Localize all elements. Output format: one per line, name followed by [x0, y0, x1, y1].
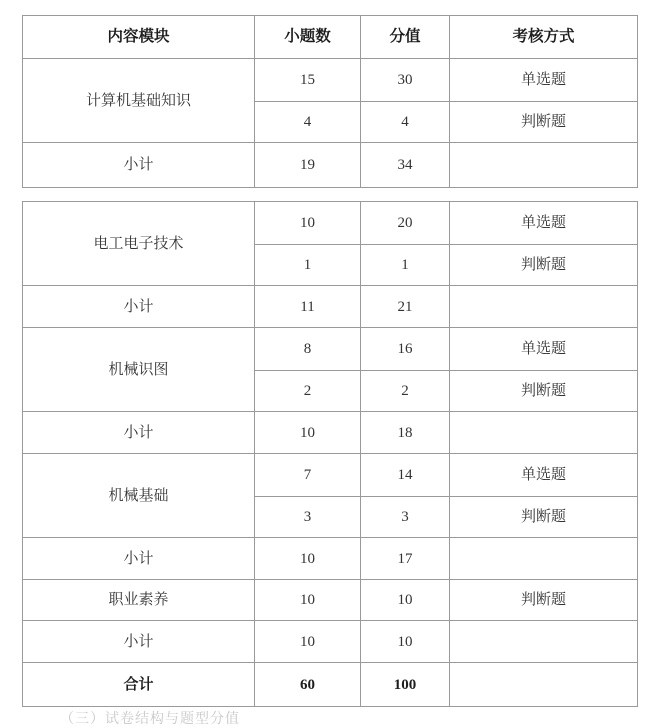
- subtotal-label-cell: 小计: [23, 538, 255, 580]
- subtotal-row: [23, 538, 638, 580]
- exam-structure-table-part-1: [22, 15, 638, 188]
- module-name-cell: 计算机基础知识: [23, 59, 255, 143]
- score-cell: 18: [361, 412, 450, 454]
- score-cell: 17: [361, 538, 450, 580]
- count-cell: 10: [255, 412, 361, 454]
- score-cell: 21: [361, 286, 450, 328]
- count-cell: 10: [255, 538, 361, 580]
- cut-off-footer-text: （三）试卷结构与题型分值: [60, 712, 240, 727]
- method-cell: 判断题: [450, 580, 638, 621]
- count-cell: 60: [255, 663, 361, 707]
- module-name-cell: 机械基础: [23, 454, 255, 538]
- subtotal-row: [23, 412, 638, 454]
- score-cell: 16: [361, 328, 450, 371]
- count-cell: 2: [255, 371, 361, 412]
- table-row: [23, 59, 638, 102]
- score-cell: 100: [361, 663, 450, 707]
- method-cell: 判断题: [450, 245, 638, 286]
- score-cell: 20: [361, 202, 450, 245]
- module-name-cell: 机械识图: [23, 328, 255, 412]
- score-cell: 10: [361, 580, 450, 621]
- module-name-cell: 电工电子技术: [23, 202, 255, 286]
- score-cell: 34: [361, 143, 450, 188]
- table-row: [23, 454, 638, 497]
- subtotal-label-cell: 小计: [23, 286, 255, 328]
- score-cell: 14: [361, 454, 450, 497]
- count-cell: 10: [255, 580, 361, 621]
- score-cell: 2: [361, 371, 450, 412]
- method-cell: [450, 143, 638, 188]
- method-cell: [450, 538, 638, 580]
- count-cell: 7: [255, 454, 361, 497]
- column-header-module: 内容模块: [23, 16, 255, 59]
- method-cell: 单选题: [450, 59, 638, 102]
- exam-structure-table-part-2: [22, 201, 638, 707]
- subtotal-label-cell: 小计: [23, 412, 255, 454]
- subtotal-label-cell: 小计: [23, 143, 255, 188]
- score-cell: 30: [361, 59, 450, 102]
- score-cell: 3: [361, 497, 450, 538]
- method-cell: [450, 412, 638, 454]
- method-cell: [450, 286, 638, 328]
- score-cell: 4: [361, 102, 450, 143]
- method-cell: 单选题: [450, 328, 638, 371]
- count-cell: 1: [255, 245, 361, 286]
- method-cell: [450, 663, 638, 707]
- score-cell: 10: [361, 621, 450, 663]
- count-cell: 8: [255, 328, 361, 371]
- method-cell: [450, 621, 638, 663]
- method-cell: 单选题: [450, 454, 638, 497]
- method-cell: 单选题: [450, 202, 638, 245]
- method-cell: 判断题: [450, 102, 638, 143]
- subtotal-row: [23, 286, 638, 328]
- table-row: [23, 328, 638, 371]
- count-cell: 19: [255, 143, 361, 188]
- method-cell: 判断题: [450, 497, 638, 538]
- count-cell: 4: [255, 102, 361, 143]
- subtotal-row: [23, 621, 638, 663]
- subtotal-row: [23, 143, 638, 188]
- count-cell: 15: [255, 59, 361, 102]
- table-row: [23, 202, 638, 245]
- total-row: [23, 663, 638, 707]
- count-cell: 11: [255, 286, 361, 328]
- count-cell: 3: [255, 497, 361, 538]
- table-row: [23, 580, 638, 621]
- module-name-cell: 职业素养: [23, 580, 255, 621]
- score-cell: 1: [361, 245, 450, 286]
- method-cell: 判断题: [450, 371, 638, 412]
- count-cell: 10: [255, 202, 361, 245]
- count-cell: 10: [255, 621, 361, 663]
- column-header-score: 分值: [361, 16, 450, 59]
- total-label-cell: 合计: [23, 663, 255, 707]
- column-header-count: 小题数: [255, 16, 361, 59]
- subtotal-label-cell: 小计: [23, 621, 255, 663]
- table-header-row: [23, 16, 638, 59]
- column-header-method: 考核方式: [450, 16, 638, 59]
